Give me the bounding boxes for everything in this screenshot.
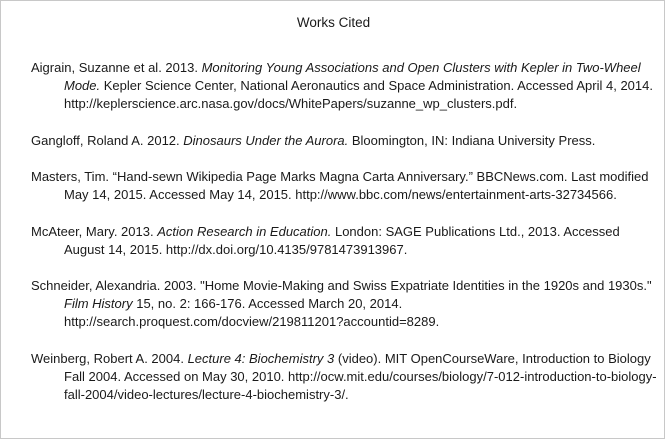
citation-title: Action Research in Education. bbox=[157, 223, 332, 239]
citation-text: Masters, Tim. “Hand-sewn Wikipedia Page Marks Magna Carta Anniversary.” BBCNews.com. Last modified May 14, 2015. Accessed May 14, 2015. http://www.bbc.com/news/entertainment-arts-32734566. bbox=[31, 169, 649, 202]
page-title: Works Cited bbox=[296, 15, 371, 30]
citation-entry bbox=[31, 168, 659, 204]
citation-text: Weinberg, Robert A. 2004. bbox=[31, 350, 188, 366]
citation-title: Dinosaurs Under the Aurora. bbox=[183, 132, 349, 148]
citation-entry bbox=[31, 277, 659, 331]
citation-entry bbox=[31, 132, 659, 150]
citation-entry bbox=[31, 350, 659, 404]
works-cited-list bbox=[31, 59, 659, 422]
citation-text: Schneider, Alexandria. 2003. "Home Movie-Making and Swiss Expatriate Identities in the 1920s and 1930s." bbox=[31, 278, 652, 293]
citation-text: (video). MIT OpenCourseWare, Introduction to Biology Fall 2004. Accessed on May 30, 2010. http://ocw.mit.edu/courses/biology/7-012-introduction-to-biology-fall-2004/video-lectures/lecture-4-biochemistry-3/. bbox=[64, 350, 657, 402]
citation-text: McAteer, Mary. 2013. bbox=[31, 223, 158, 239]
citation-title: Lecture 4: Biochemistry 3 bbox=[187, 350, 335, 366]
citation-text: 15, no. 2: 166-176. Accessed March 20, 2014. http://search.proquest.com/docview/219811201?accountid=8289. bbox=[64, 296, 440, 329]
citation-text: Kepler Science Center, National Aeronautics and Space Administration. Accessed April 4, 2014. http://keplerscience.arc.nasa.gov/docs/WhitePapers/suzanne_wp_clusters.pdf. bbox=[64, 78, 653, 111]
citation-text: Aigrain, Suzanne et al. 2013. bbox=[31, 60, 202, 75]
citation-text: Gangloff, Roland A. 2012. bbox=[31, 132, 184, 148]
citation-entry bbox=[31, 223, 659, 259]
citation-title: Monitoring Young Associations and Open Clusters with Kepler in Two-Wheel Mode. bbox=[64, 60, 641, 93]
citation-text: London: SAGE Publications Ltd., 2013. Accessed August 14, 2015. http://dx.doi.org/10.4135/9781473913967. bbox=[64, 223, 620, 257]
citation-text: Bloomington, IN: Indiana University Press. bbox=[348, 132, 596, 148]
citation-title: Film History bbox=[64, 296, 133, 311]
citation-entry bbox=[31, 59, 659, 113]
